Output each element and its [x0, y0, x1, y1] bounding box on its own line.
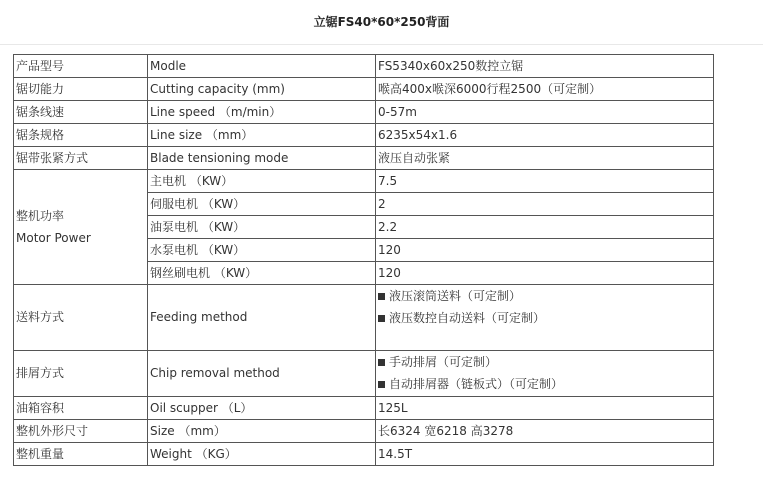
power-item-value: 120 — [376, 239, 714, 262]
option-item — [378, 307, 711, 329]
row-label-en: Cutting capacity (mm) — [148, 78, 376, 101]
row-value-options — [376, 285, 714, 351]
power-label-cn: 整机功率 — [16, 209, 65, 223]
table-row — [14, 78, 714, 101]
row-value: 14.5T — [376, 443, 714, 466]
power-item-label: 钢丝刷电机 （KW） — [148, 262, 376, 285]
power-label-en: Motor Power — [16, 231, 91, 245]
row-label-en: Size （mm） — [148, 420, 376, 443]
row-label-en: Line speed （m/min） — [148, 101, 376, 124]
row-label-en: Weight （KG） — [148, 443, 376, 466]
table-row — [14, 443, 714, 466]
power-item-value: 2.2 — [376, 216, 714, 239]
table-row — [14, 351, 714, 397]
row-label-en: Feeding method — [148, 285, 376, 351]
table-row — [14, 285, 714, 351]
row-label-en: Modle — [148, 55, 376, 78]
option-text: 手动排屑（可定制） — [389, 355, 498, 369]
square-bullet-icon — [378, 315, 385, 322]
row-label-en: Oil scupper （L） — [148, 397, 376, 420]
option-text: 液压滚筒送料（可定制） — [389, 288, 522, 303]
power-item-label: 油泵电机 （KW） — [148, 216, 376, 239]
option-text: 液压数控自动送料（可定制） — [389, 310, 546, 325]
row-label-cn: 锯带张紧方式 — [14, 147, 148, 170]
power-item-value: 120 — [376, 262, 714, 285]
row-value: 0-57m — [376, 101, 714, 124]
table-row — [14, 170, 714, 193]
option-text: 自动排屑器（链板式）（可定制） — [389, 377, 564, 391]
row-value: 喉高400x喉深6000行程2500（可定制） — [376, 78, 714, 101]
row-label-en: Blade tensioning mode — [148, 147, 376, 170]
power-item-value: 2 — [376, 193, 714, 216]
square-bullet-icon — [378, 293, 385, 300]
row-value: 长6324 宽6218 高3278 — [376, 420, 714, 443]
power-label-cell — [14, 170, 148, 285]
row-label-en: Line size （mm） — [148, 124, 376, 147]
power-item-label: 水泵电机 （KW） — [148, 239, 376, 262]
table-row — [14, 397, 714, 420]
power-item-value: 7.5 — [376, 170, 714, 193]
row-label-cn: 整机外形尺寸 — [14, 420, 148, 443]
table-row — [14, 55, 714, 78]
option-item — [378, 352, 711, 374]
option-item — [378, 285, 711, 307]
row-label-en: Chip removal method — [148, 351, 376, 397]
row-label-cn: 排屑方式 — [14, 351, 148, 397]
row-value: 6235x54x1.6 — [376, 124, 714, 147]
row-label-cn: 锯条线速 — [14, 101, 148, 124]
row-value-options — [376, 351, 714, 397]
square-bullet-icon — [378, 359, 385, 366]
table-row — [14, 420, 714, 443]
power-item-label: 伺服电机 （KW） — [148, 193, 376, 216]
option-item — [378, 374, 711, 396]
row-value: 125L — [376, 397, 714, 420]
row-label-cn: 锯切能力 — [14, 78, 148, 101]
row-label-cn: 产品型号 — [14, 55, 148, 78]
row-value: 液压自动张紧 — [376, 147, 714, 170]
title-divider — [0, 44, 763, 45]
table-row — [14, 124, 714, 147]
row-value: FS5340x60x250数控立锯 — [376, 55, 714, 78]
square-bullet-icon — [378, 381, 385, 388]
row-label-cn: 锯条规格 — [14, 124, 148, 147]
row-label-cn: 油箱容积 — [14, 397, 148, 420]
row-label-cn: 送料方式 — [14, 285, 148, 351]
table-row — [14, 147, 714, 170]
power-item-label: 主电机 （KW） — [148, 170, 376, 193]
table-row — [14, 101, 714, 124]
row-label-cn: 整机重量 — [14, 443, 148, 466]
page-title: 立锯FS40*60*250背面 — [313, 15, 450, 29]
spec-table — [13, 54, 714, 466]
